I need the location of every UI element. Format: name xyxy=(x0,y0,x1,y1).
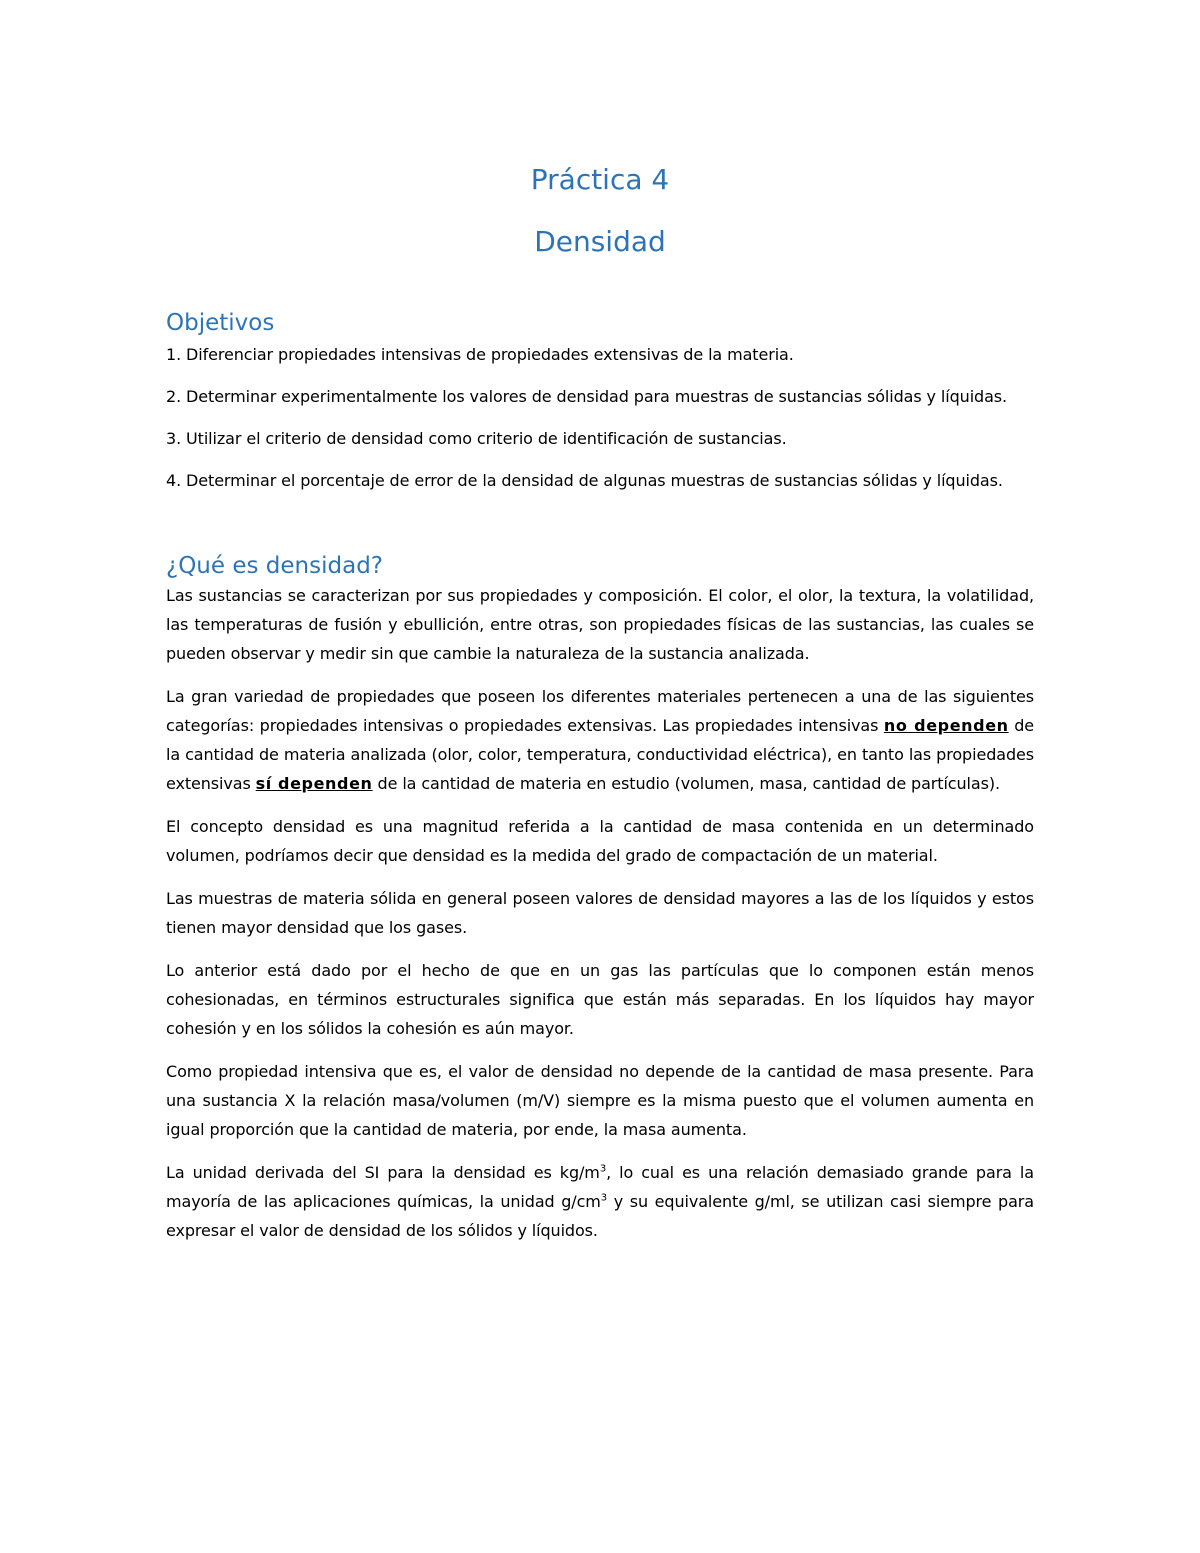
superscript-3: 3 xyxy=(600,1192,608,1204)
paragraph-1: Las sustancias se caracterizan por sus propiedades y composición. El color, el olor, la textura, la volatilidad, las temperaturas de fusión y ebullición, entre otras, son propiedades físicas de las sustancias, las cuales se pueden observar y medir sin que cambie la naturaleza de la sustancia analizada. xyxy=(166,586,1034,663)
objectives-heading: Objetivos xyxy=(166,310,275,336)
objective-item: 4. Determinar el porcentaje de error de la densidad de algunas muestras de sustancias sólidas y líquidas. xyxy=(166,471,1003,490)
emphasis-no-dependen: no dependen xyxy=(883,716,1009,735)
paragraph-5: Lo anterior está dado por el hecho de que en un gas las partículas que lo componen están menos cohesionadas, en términos estructurales significa que están más separadas. En los líquidos hay mayor cohesión y en los sólidos la cohesión es aún mayor. xyxy=(166,961,1034,1038)
superscript-3: 3 xyxy=(599,1163,607,1175)
paragraph-2-text-a: La gran variedad de propiedades que poseen los diferentes materiales pertenecen a una de las siguientes categorías: propiedades intensivas o propiedades extensivas. Las propiedades intensivas xyxy=(166,687,1034,735)
paragraph-2-text-b: de la cantidad de materia analizada (olor, color, temperatura, conductividad eléctrica), en tanto las propiedades extensivas xyxy=(166,716,1034,793)
title-block xyxy=(166,0,1034,262)
objective-item: 2. Determinar experimentalmente los valores de densidad para muestras de sustancias sólidas y líquidas. xyxy=(166,387,1008,406)
objective-item: 1. Diferenciar propiedades intensivas de propiedades extensivas de la materia. xyxy=(166,345,794,364)
section-body xyxy=(166,581,1034,1245)
section-heading: ¿Qué es densidad? xyxy=(166,553,383,579)
page-subtitle: Densidad xyxy=(534,225,666,258)
paragraph-7-text-c: y su equivalente g/ml, se utilizan casi siempre para expresar el valor de densidad de los sólidos y líquidos. xyxy=(166,1192,1034,1240)
page-title: Práctica 4 xyxy=(530,163,670,196)
paragraph-7-text-a: La unidad derivada del SI para la densidad es kg/m xyxy=(166,1163,600,1182)
paragraph-2-text-c: de la cantidad de materia en estudio (volumen, masa, cantidad de partículas). xyxy=(372,774,1000,793)
emphasis-si-dependen: sí dependen xyxy=(255,774,373,793)
paragraph-6: Como propiedad intensiva que es, el valor de densidad no depende de la cantidad de masa presente. Para una sustancia X la relación masa/volumen (m/V) siempre es la misma puesto que el volumen aumenta en igual proporción que la cantidad de materia, por ende, la masa aumenta. xyxy=(166,1062,1034,1139)
objective-item: 3. Utilizar el criterio de densidad como criterio de identificación de sustancias. xyxy=(166,429,787,448)
paragraph-4: Las muestras de materia sólida en general poseen valores de densidad mayores a las de los líquidos y estos tienen mayor densidad que los gases. xyxy=(166,889,1034,937)
objectives-list xyxy=(166,340,1034,495)
paragraph-3: El concepto densidad es una magnitud referida a la cantidad de masa contenida en un determinado volumen, podríamos decir que densidad es la medida del grado de compactación de un material. xyxy=(166,817,1034,865)
paragraph-2 xyxy=(166,682,1034,798)
paragraph-7-text-b: , lo cual es una relación demasiado grande para la mayoría de las aplicaciones químicas, la unidad g/cm xyxy=(166,1163,1034,1211)
paragraph-7 xyxy=(166,1158,1034,1245)
